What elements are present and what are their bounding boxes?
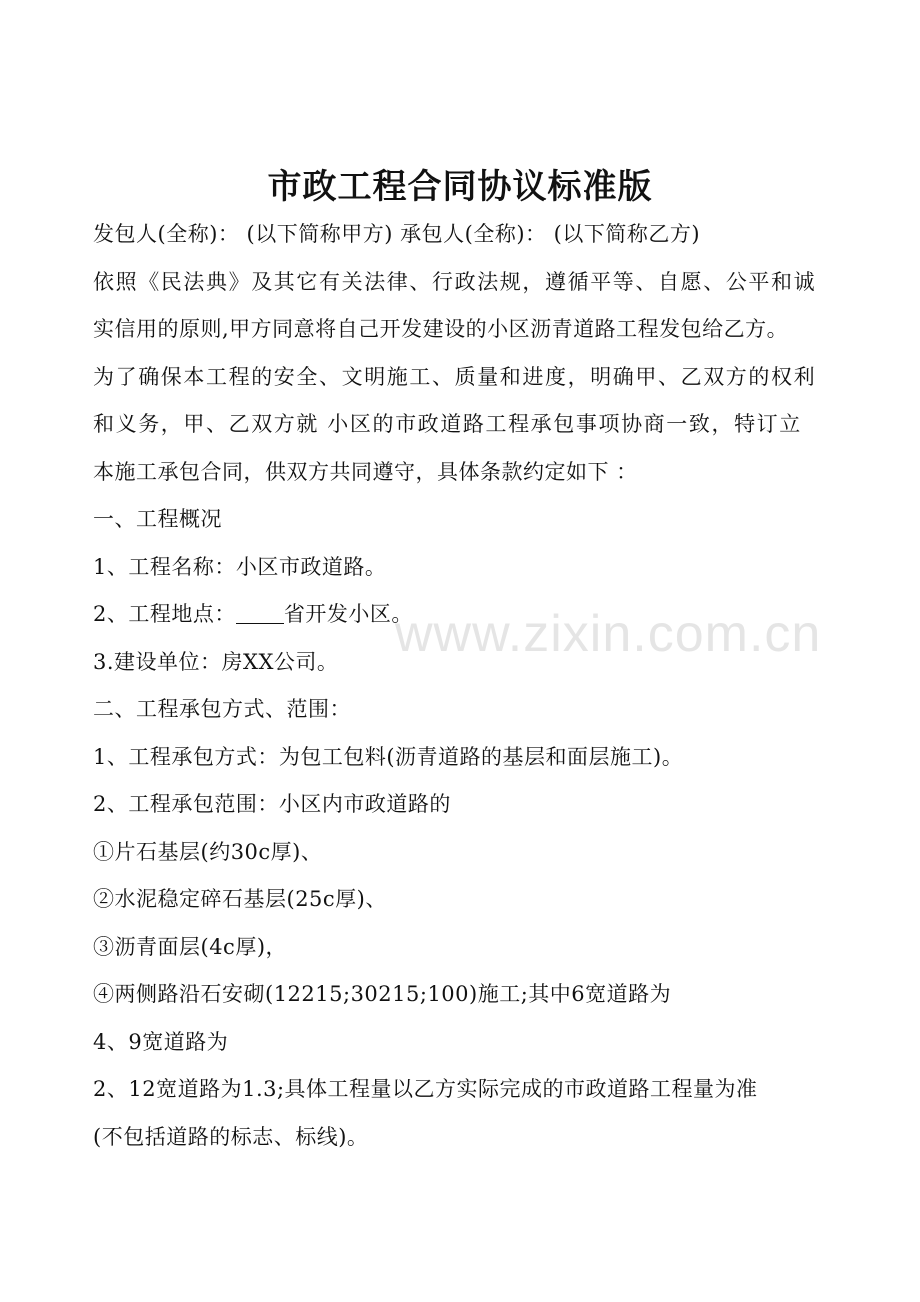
- paragraph-line: 为了确保本工程的安全、文明施工、质量和进度，明确甲、乙双方的权利: [93, 364, 817, 389]
- document-title: 市政工程合同协议标准版: [267, 167, 653, 207]
- section-heading: 二、工程承包方式、范围：: [93, 697, 351, 721]
- clause-line: 4、9宽道路为: [93, 1029, 229, 1054]
- paragraph-line: 实信用的原则,甲方同意将自己开发建设的小区沥青道路工程发包给乙方。: [93, 317, 789, 341]
- parties-line: 发包人(全称)： (以下简称甲方) 承包人(全称)： (以下简称乙方): [93, 222, 701, 246]
- paragraph-line: 依照《民法典》及其它有关法律、行政法规，遵循平等、自愿、公平和诚: [93, 269, 817, 294]
- clause-line: 2、工程承包范围：小区内市政道路的: [93, 792, 451, 816]
- clause-line: ④两侧路沿石安砌(12215;30215;100)施工;其中6宽道路为: [93, 982, 672, 1006]
- clause-line: 3.建设单位：房XX公司。: [93, 649, 339, 674]
- clause-line: 1、工程承包方式：为包工包料(沥青道路的基层和面层施工)。: [93, 744, 684, 769]
- section-heading: 一、工程概况: [93, 507, 222, 531]
- document-body: [93, 211, 853, 1161]
- location-label: 2、工程地点：: [93, 602, 236, 626]
- location-value: 省开发小区。: [283, 602, 413, 626]
- paragraph-line: 本施工承包合同，供双方共同遵守，具体条款约定如下 ：: [93, 459, 638, 484]
- paragraph-line: 和义务，甲、乙双方就 小区的市政道路工程承包事项协商一致，特订立: [93, 412, 802, 436]
- clause-line: 2、12宽道路为1.3;具体工程量以乙方实际完成的市政道路工程量为准: [93, 1077, 758, 1101]
- clause-line: ①片石基层(约30c厚)、: [93, 839, 323, 864]
- watermark: www.zixin.com.cn: [395, 605, 822, 663]
- clause-line: ②水泥稳定碎石基层(25c厚)、: [93, 887, 387, 911]
- clause-line: ③沥青面层(4c厚)，: [93, 934, 288, 959]
- clause-line: 1、工程名称：小区市政道路。: [93, 554, 387, 579]
- clause-line: (不包括道路的标志、标线)。: [93, 1124, 369, 1149]
- blank-underline: [236, 603, 284, 624]
